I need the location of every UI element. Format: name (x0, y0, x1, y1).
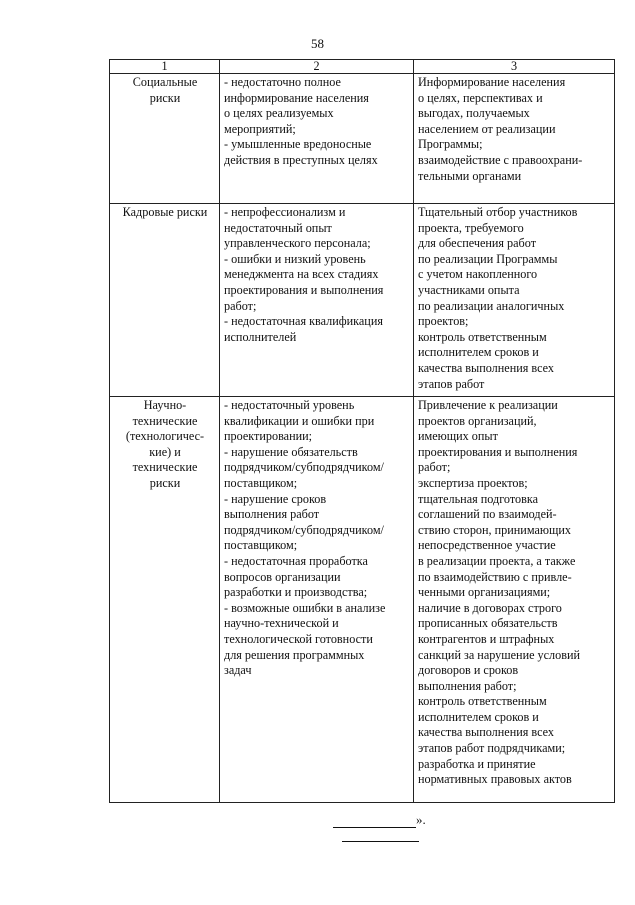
risk-type-cell: Кадровые риски (110, 204, 220, 397)
risk-type-cell: Научно- технические (технологичес- кие) и технические риски (110, 397, 220, 803)
measures-cell: Тщательный отбор участников проекта, требуемого для обеспечения работ по реализации Программы с учетом накопленного участниками опыта по реализации аналогичных проектов; контроль ответственным исполнителем сроков и качества выполнения всех этапов работ (414, 204, 615, 397)
blank-line (333, 815, 416, 828)
column-header: 3 (414, 60, 615, 74)
measures-cell: Информирование населения о целях, перспективах и выгодах, получаемых населением от реализации Программы; взаимодействие с правоохрани- тельными органами (414, 74, 615, 204)
threats-cell: - недостаточный уровень квалификации и ошибки при проектировании; - нарушение обязательств подрядчиком/субподрядчиком/ поставщиком; - нарушение сроков выполнения работ подрядчиком/субподрядчиком/ поставщиком; - недостаточная проработка вопросов организации разработки и производства; - возможные ошибки в анализе научно-технической и технологической готовности для решения программных задач (220, 397, 414, 803)
closing-quote: ». (416, 812, 426, 827)
column-header: 1 (110, 60, 220, 74)
column-header: 2 (220, 60, 414, 74)
footer-closing (333, 812, 426, 828)
page-number: 58 (311, 36, 324, 51)
measures-cell: Привлечение к реализации проектов организаций, имеющих опыт проектирования и выполнения работ; экспертиза проектов; тщательная подготовка соглашений по взаимодей- ствию сторон, принимающих непосредственное участие в реализации проекта, а также по взаимодействию с привле- ченными организациями; наличие в договорах строго прописанных обязательств контрагентов и штрафных санкций за нарушение условий договоров и сроков выполнения работ; контроль ответственным исполнителем сроков и качества выполнения всех этапов работ подрядчиками; разработка и принятие нормативных правовых актов (414, 397, 615, 803)
threats-cell: - непрофессионализм и недостаточный опыт управленческого персонала; - ошибки и низкий уровень менеджмента на всех стадиях проектирования и выполнения работ; - недостаточная квалификация исполнителей (220, 204, 414, 397)
threats-cell: - недостаточно полное информирование населения о целях реализуемых мероприятий; - умышленные вредоносные действия в преступных целях (220, 74, 414, 204)
risk-table (109, 59, 615, 803)
separator-line (342, 841, 419, 842)
table-row (110, 397, 615, 803)
risk-type-cell: Социальные риски (110, 74, 220, 204)
table-header-row (110, 60, 615, 74)
table-row (110, 74, 615, 204)
table-row (110, 204, 615, 397)
